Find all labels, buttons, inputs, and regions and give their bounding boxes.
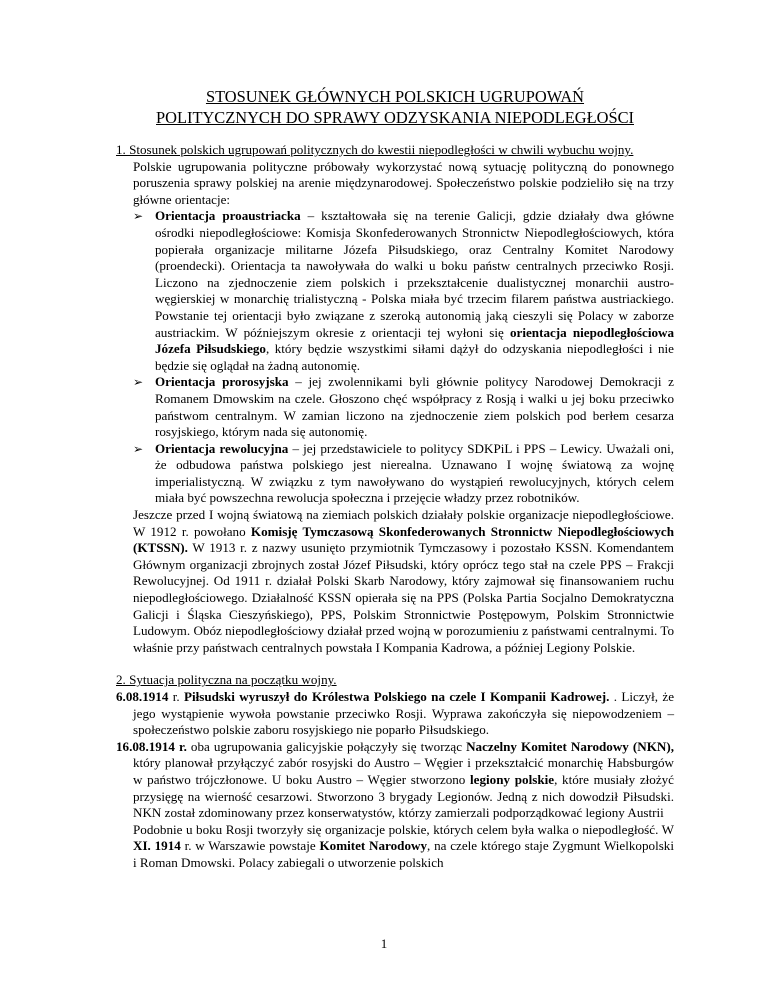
- section-1-intro: Polskie ugrupowania polityczne próbowały wykorzystać nową sytuację polityczną do ponownego poruszenia sprawy polskiej na arenie międzynarodowej. Społeczeństwo polskie podzieliło się na trzy główne orientacje:: [133, 158, 674, 207]
- section-1-heading: 1. Stosunek polskich ugrupowań politycznych do kwestii niepodległości w chwili wybuchu wojny.: [116, 142, 634, 157]
- section-2-heading: 2. Sytuacja polityczna na początku wojny.: [116, 672, 337, 688]
- bullet-title: Orientacja proaustriacka: [155, 208, 301, 224]
- title-line-2: POLITYCZNYCH DO SPRAWY ODZYSKANIA NIEPODLEGŁOŚCI: [156, 108, 634, 127]
- bullet-prorussian: ➢ Orientacja prorosyjska – jej zwolennikami byli głównie politycy Narodowej Demokracji z Romanem Dmowskim na czele. Głoszono chęć współpracy z Rosją i walki u jej boku przeciwko państwom centralnym. W zamian liczono na zjednoczenie ziem polskich pod berłem cesarza rosyjskiego, którym nada się autonomię.: [133, 374, 674, 440]
- section-2-paragraph-3: Podobnie u boku Rosji tworzyły się organizacje polskie, których celem była walka o niepodległość. W XI. 1914 r. w Warszawie powstaje Komitet Narodowy, na czele którego staje Zygmunt Wielkopolski i Roman Dmowski. Polacy zabiegali o utworzenie polskich: [133, 821, 674, 870]
- event-16-08-1914: 16.08.1914 r. oba ugrupowania galicyjskie połączyły się tworząc Naczelny Komitet Narodowy (NKN), który planował przyłączyć zabór rosyjski do Austro – Węgier i przekształcić monarchię Habsburgów w państwo trójczłonowe. U boku Austro – Węgier stworzono legiony polskie, które musiały złożyć przysięgę na wierność cesarzowi. Stworzono 3 brygady Legionów. Jedną z nich dowodził Piłsudski. NKN został zdominowany przez konserwatystów, którzy zamierzali podporządkować legiony Austrii: [116, 738, 674, 821]
- section-1-paragraph-2: Jeszcze przed I wojną światową na ziemiach polskich działały polskie organizacje niepodległościowe. W 1912 r. powołano Komisję Tymczasową Skonfederowanych Stronnictw Niepodległościowych (KTSSN). W 1913 r. z nazwy usunięto przymiotnik Tymczasowy i pozostało KSSN. Komendantem Głównym organizacji zbrojnych został Józef Piłsudski, który oprócz tego stał na czele PPS – Frakcji Rewolucyjnej. Od 1911 r. działał Polski Skarb Narodowy, który zajmował się finansowaniem ruchu niepodległościowego. Działalność KSSN opierała się na PPS (Polska Partia Socjalno Demokratyczna Galicji i Śląska Cieszyńskiego), PPS, Polskim Stronnictwie Postępowym, Polskim Stronnictwie Ludowym. Obóz niepodległościowy działał przed wojną w porozumieniu z państwami centralnymi. To właśnie przy państwach centralnych powstała I Kompania Kadrowa, a później Legiony Polskie.: [133, 507, 674, 655]
- document-page: [116, 86, 674, 872]
- title-line-1: STOSUNEK GŁÓWNYCH POLSKICH UGRUPOWAŃ: [205, 87, 585, 106]
- event-6-08-1914: 6.08.1914 r. Piłsudski wyruszył do Królestwa Polskiego na czele I Kompanii Kadrowej. . Liczył, że jego wystąpienie wywoła powstanie przeciwko Rosji. Wyprawa zakończyła się niepowodzeniem – społeczeństwo polskie zaboru rosyjskiego nie poparło Piłsudskiego.: [116, 689, 675, 738]
- arrow-bullet-icon: ➢: [133, 441, 144, 456]
- arrow-bullet-icon: ➢: [133, 375, 144, 390]
- bullet-title: Orientacja rewolucyjna: [155, 440, 289, 456]
- document-title: [116, 86, 674, 128]
- bullet-revolutionary: ➢ Orientacja rewolucyjna – jej przedstawiciele to politycy SDKPiL i PPS – Lewicy. Uważali oni, że odbudowa państwa polskiego jest nierealna. Uznawano I wojnę światową za wojnę imperialistyczną. W związku z tym nawoływano do wystąpień rewolucyjnych, których celem miała być powszechna rewolucja społeczna i przejęcie władzy przez robotników.: [133, 440, 674, 506]
- arrow-bullet-icon: ➢: [133, 209, 144, 224]
- bullet-title: Orientacja prorosyjska: [155, 374, 289, 390]
- page-number: 1: [380, 936, 388, 951]
- bullet-proaustrian: ➢ Orientacja proaustriacka – kształtowała się na terenie Galicji, gdzie działały dwa główne ośrodki niepodległościowe: Komisja Skonfederowanych Stronnictw Niepodległościowych, która popierała organizacje militarne Józefa Piłsudskiego, oraz Centralny Komitet Narodowy (proendecki). Orientacja ta nawoływała do walki u boku państw centralnych przeciwko Rosji. Liczono na zjednoczenie ziem polskich i przekształcenie dualistycznej monarchii austro-węgierskiej w monarchię trialistyczną - Polska miała być trzecim filarem państwa austriackiego. Powstanie tej orientacji było związane z szeroką autonomią jaką cieszyli się Polacy w zaborze austriackim. W późniejszym okresie z orientacji tej wyłoni się orientacja niepodległościowa Józefa Piłsudskiego, który będzie wszystkimi siłami dążył do odzyskania niepodległości i nie będzie się oglądał na żadną autonomię.: [133, 208, 675, 373]
